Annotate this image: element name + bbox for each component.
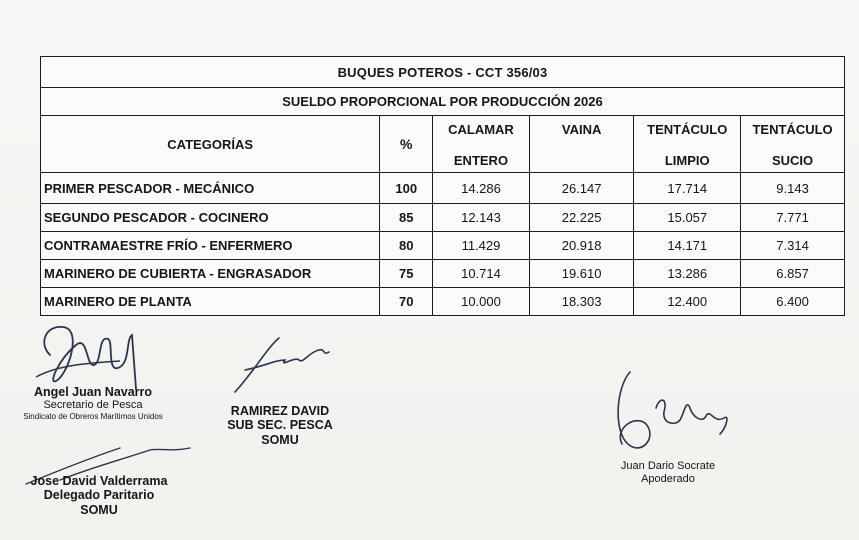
table-row xyxy=(41,260,845,288)
table-row xyxy=(41,204,845,232)
row-sucio: 7.771 xyxy=(741,204,845,232)
row-calamar: 10.000 xyxy=(433,288,530,316)
row-categoria: MARINERO DE CUBIERTA - ENGRASADOR xyxy=(41,260,380,288)
table-row xyxy=(41,288,845,316)
signer-name: RAMIREZ DAVID xyxy=(230,404,330,418)
row-percent: 75 xyxy=(380,260,433,288)
header-limpio-bottom: LIMPIO xyxy=(664,153,710,168)
row-categoria: PRIMER PESCADOR - MECÁNICO xyxy=(41,173,380,204)
row-calamar: 10.714 xyxy=(433,260,530,288)
table-subtitle: SUELDO PROPORCIONAL POR PRODUCCIÓN 2026 xyxy=(41,88,845,116)
row-categoria: SEGUNDO PESCADOR - COCINERO xyxy=(41,204,380,232)
signer-name: Angel Juan Navarro xyxy=(33,385,153,399)
row-categoria: CONTRAMAESTRE FRÍO - ENFERMERO xyxy=(41,232,380,260)
row-vaina: 19.610 xyxy=(529,260,634,288)
header-vaina-label: VAINA xyxy=(561,122,602,137)
header-percent: % xyxy=(380,116,433,173)
header-calamar-bottom: ENTERO xyxy=(453,153,509,168)
row-calamar: 12.143 xyxy=(433,204,530,232)
table-row xyxy=(41,173,845,204)
row-categoria: MARINERO DE PLANTA xyxy=(41,288,380,316)
table-title-row xyxy=(41,57,845,88)
signature-block-ramirez xyxy=(210,404,350,447)
header-calamar-entero xyxy=(433,116,530,173)
header-calamar-top: CALAMAR xyxy=(448,122,514,137)
row-limpio: 13.286 xyxy=(634,260,741,288)
row-vaina: 18.303 xyxy=(529,288,634,316)
header-tentaculo-limpio xyxy=(634,116,741,173)
row-percent: 85 xyxy=(380,204,433,232)
signature-block-valderrama xyxy=(14,474,184,517)
row-limpio: 17.714 xyxy=(634,173,741,204)
header-tentaculo-sucio xyxy=(741,116,845,173)
row-sucio: 6.857 xyxy=(741,260,845,288)
header-limpio-top: TENTÁCULO xyxy=(647,122,728,137)
signer-org: SOMU xyxy=(80,502,118,517)
table-row xyxy=(41,232,845,260)
table-subtitle-row xyxy=(41,88,845,116)
row-sucio: 9.143 xyxy=(741,173,845,204)
signature-socrate-scribble xyxy=(606,368,736,468)
row-percent: 100 xyxy=(380,173,433,204)
row-calamar: 11.429 xyxy=(433,232,530,260)
row-limpio: 12.400 xyxy=(634,288,741,316)
salary-table xyxy=(40,56,845,316)
signer-org: SOMU xyxy=(261,432,299,447)
table-title: BUQUES POTEROS - CCT 356/03 xyxy=(41,57,845,88)
row-vaina: 26.147 xyxy=(529,173,634,204)
row-limpio: 15.057 xyxy=(634,204,741,232)
signer-role: Apoderado xyxy=(641,472,695,485)
signer-role: Delegado Paritario xyxy=(43,488,155,503)
signer-name: Jose David Valderrama xyxy=(30,474,168,488)
row-limpio: 14.171 xyxy=(634,232,741,260)
signature-block-socrate xyxy=(598,460,738,485)
signature-ramirez-scribble xyxy=(225,330,335,400)
header-row xyxy=(41,116,845,173)
row-percent: 80 xyxy=(380,232,433,260)
signer-role: SUB SEC. PESCA xyxy=(227,418,333,433)
header-vaina xyxy=(529,116,634,173)
header-sucio-top: TENTÁCULO xyxy=(752,122,833,137)
row-vaina: 20.918 xyxy=(529,232,634,260)
row-calamar: 14.286 xyxy=(433,173,530,204)
row-sucio: 6.400 xyxy=(741,288,845,316)
row-vaina: 22.225 xyxy=(529,204,634,232)
row-percent: 70 xyxy=(380,288,433,316)
signer-name: Juan Dario Socrate xyxy=(620,460,716,472)
signature-block-navarro xyxy=(18,385,168,421)
header-categorias: CATEGORÍAS xyxy=(41,116,380,173)
row-sucio: 7.314 xyxy=(741,232,845,260)
header-sucio-bottom: SUCIO xyxy=(771,153,814,168)
signature-navarro-scribble xyxy=(28,305,158,395)
signer-role: Secretario de Pesca xyxy=(43,399,143,412)
signer-org: Sindicato de Obreros Marítimos Unidos xyxy=(23,412,163,422)
